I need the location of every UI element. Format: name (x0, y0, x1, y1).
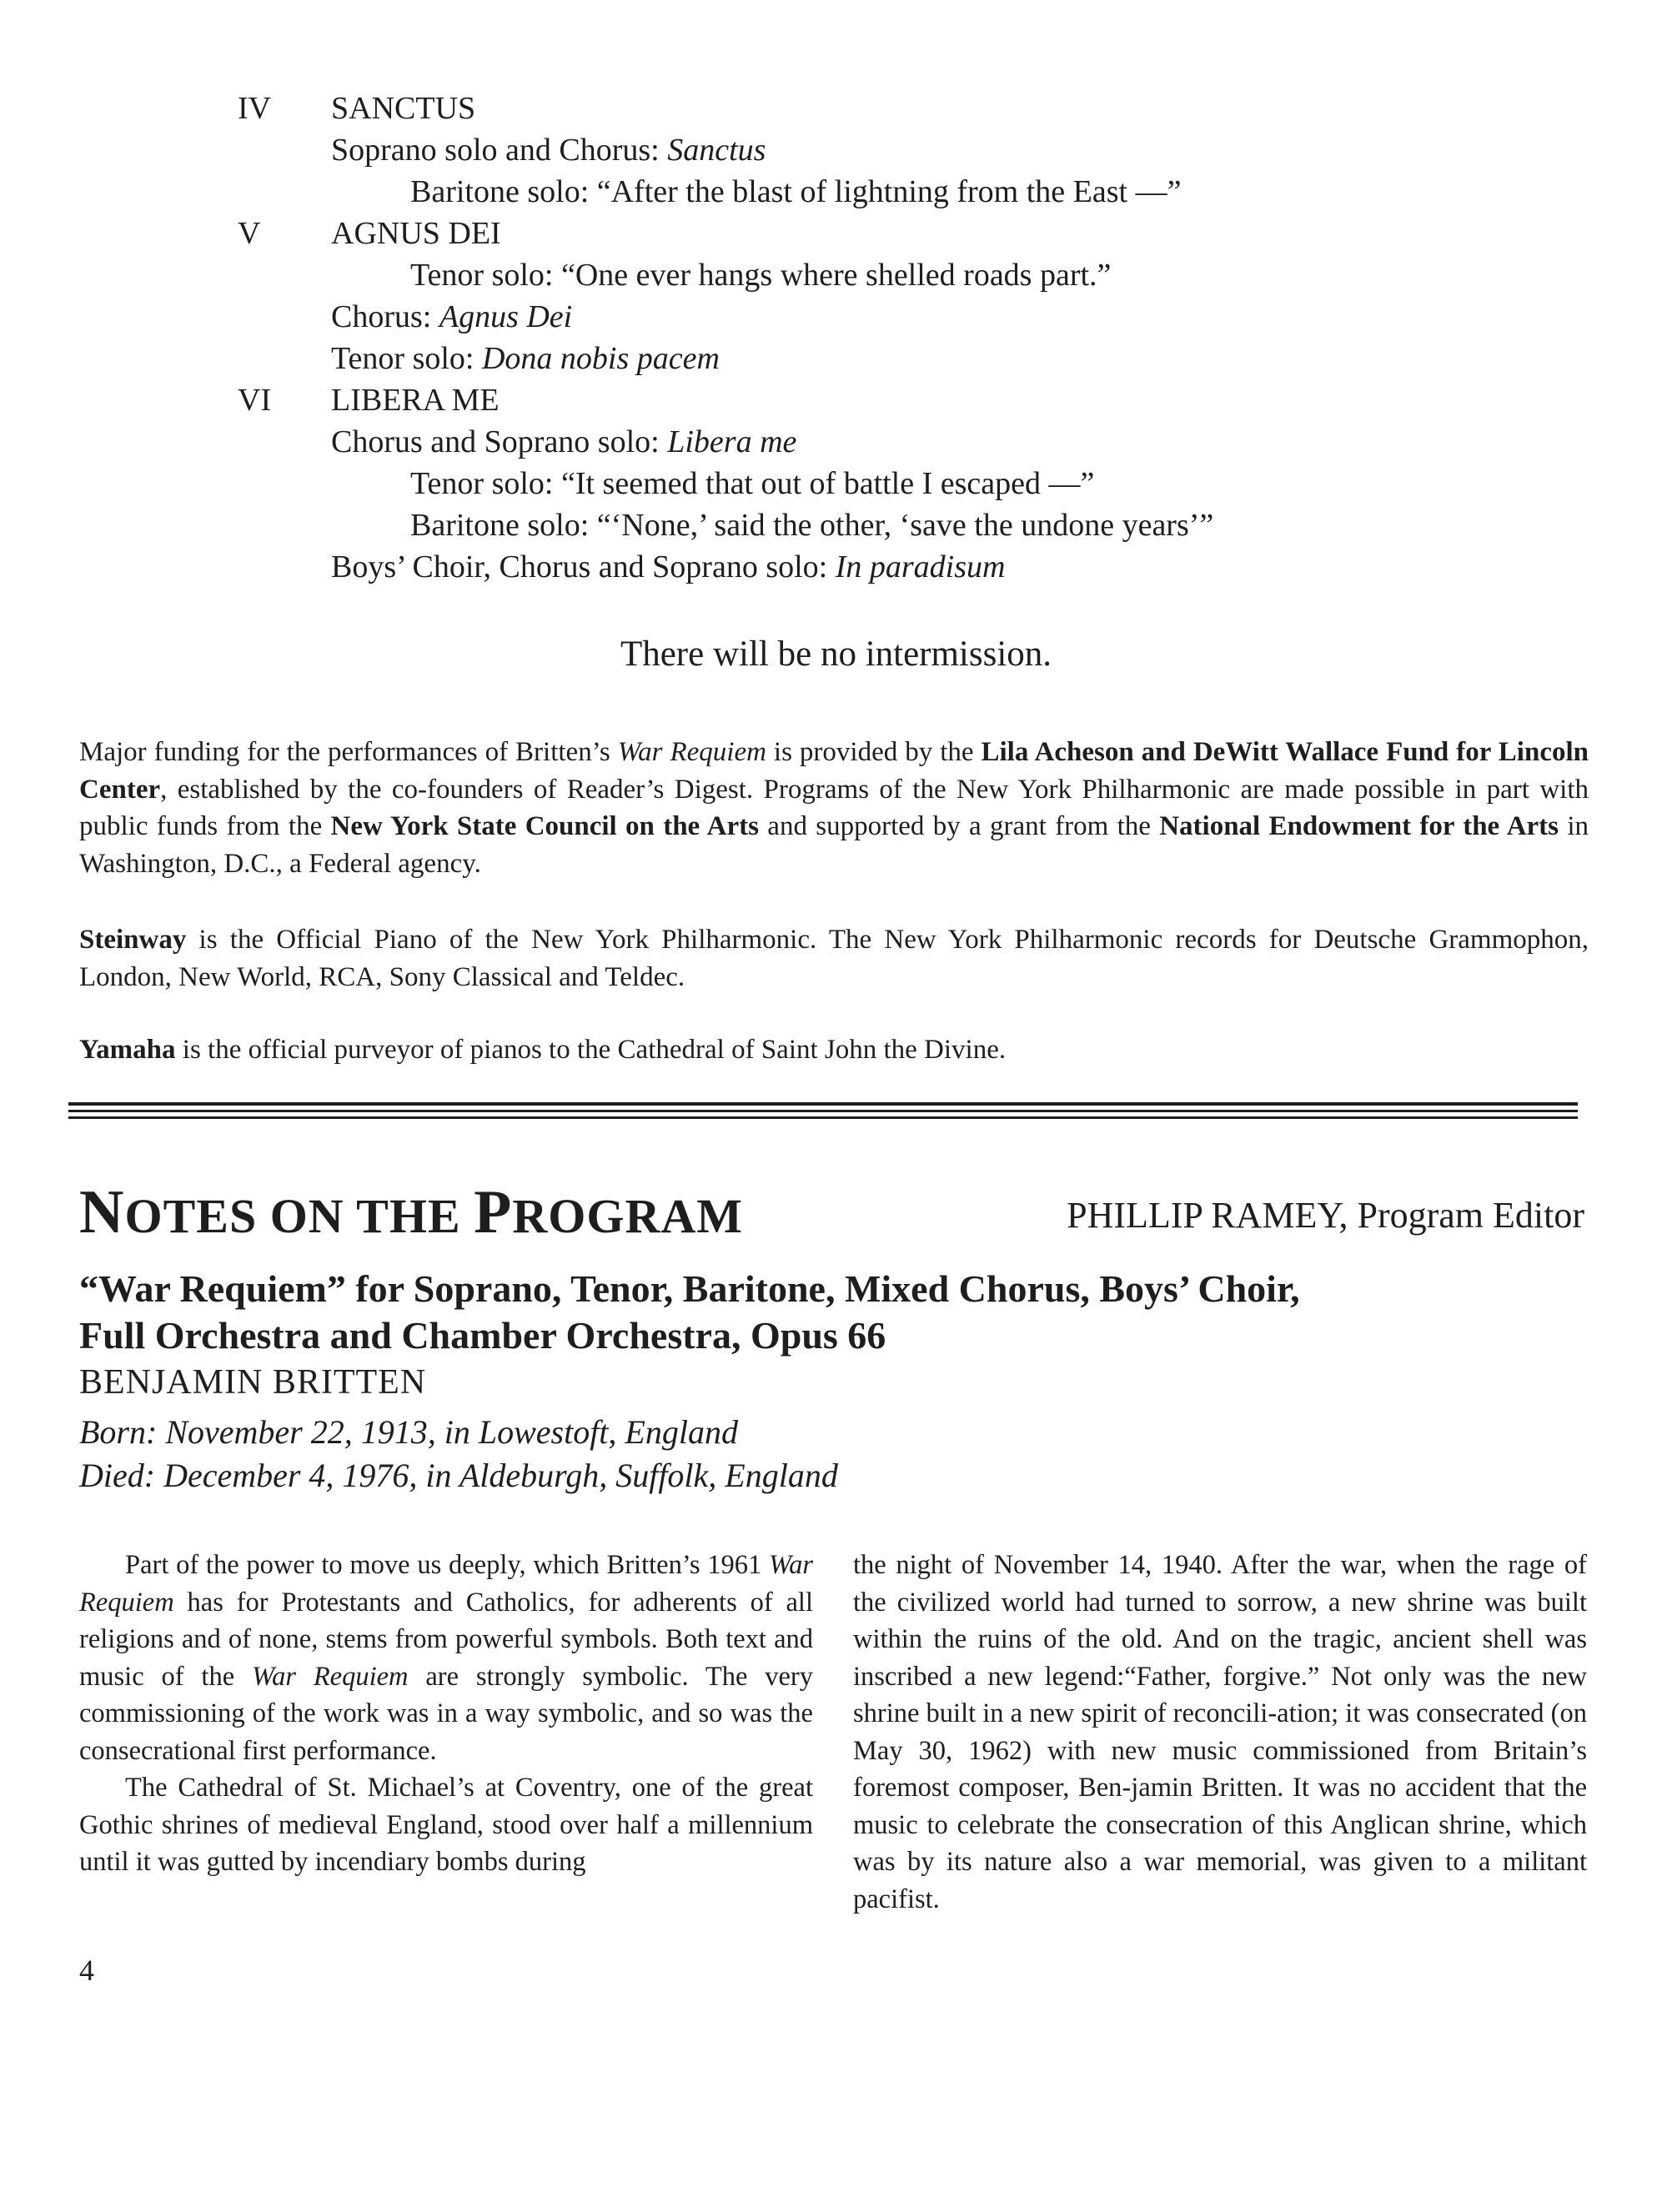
movement-numeral: IV (238, 91, 272, 126)
program-line: Chorus: Agnus Dei (331, 299, 573, 334)
program-editor: PHILLIP RAMEY, Program Editor (1067, 1195, 1584, 1236)
body-column-right (853, 1547, 1587, 1918)
movement-numeral: V (238, 216, 261, 251)
divider-rule (68, 1110, 1578, 1112)
program-line: Tenor solo: Dona nobis pacem (331, 341, 720, 376)
body-paragraph: Part of the power to move us deeply, which Britten’s 1961 War Requiem has for Protestants and Catholics, for adherents of all religions and of none, stems from powerful symbols. Both text and music of the War Requiem are strongly symbolic. The very commissioning of the work was in a way symbolic, and so was the consecrational first performance. (79, 1550, 813, 1766)
movement-title: SANCTUS (331, 91, 476, 126)
died-line: Died: December 4, 1976, in Aldeburgh, Suffolk, England (79, 1457, 838, 1494)
sponsor-paragraph: Steinway is the Official Piano of the New York Philharmonic. The New York Philharmonic records for Deutsche Grammophon, London, New World, RCA, Sony Classical and Teldec. (79, 925, 1589, 992)
divider-rule (68, 1102, 1578, 1106)
movement-title: LIBERA ME (331, 383, 500, 418)
body-paragraph: The Cathedral of St. Michael’s at Coventry, one of the great Gothic shrines of medieval England, stood over half a millennium until it was gutted by incendiary bombs during (79, 1773, 813, 1877)
born-line: Born: November 22, 1913, in Lowestoft, England (79, 1413, 738, 1451)
funding-paragraph: Major funding for the performances of Britten’s War Requiem is provided by the Lila Acheson and DeWitt Wallace Fund for Lincoln Center, established by the co-founders of Reader’s Digest. Programs of the New York Philharmonic are made possible in part with public funds from the New York State Council on the Arts and supported by a grant from the National Endowment for the Arts in Washington, D.C., a Federal agency. (79, 737, 1589, 879)
program-line: Baritone solo: “After the blast of lightning from the East —” (410, 174, 1182, 209)
body-paragraph: the night of November 14, 1940. After the war, when the rage of the civilized world had turned to sorrow, a new shrine was built within the ruins of the old. And on the tragic, ancient shell was inscribed a new legend:“Father, forgive.” Not only was the new shrine built in a new spirit of reconcili-ation; it was consecrated (on May 30, 1962) with new music commissioned from Britain’s foremost composer, Ben-jamin Britten. It was no accident that the music to celebrate the consecration of this Anglican shrine, which was by its nature also a war memorial, was given to a militant pacifist. (853, 1550, 1587, 1914)
page-number: 4 (79, 1954, 94, 1987)
section-title: NOTES ON THE PROGRAM (79, 1178, 743, 1246)
movement-title: AGNUS DEI (331, 216, 501, 251)
body-column-left (79, 1547, 813, 1881)
sponsor-paragraph: Yamaha is the official purveyor of pianos to the Cathedral of Saint John the Divine. (79, 1035, 1007, 1065)
movement-numeral: VI (238, 383, 272, 418)
program-line: Boys’ Choir, Chorus and Soprano solo: In paradisum (331, 549, 1006, 584)
program-line: Tenor solo: “One ever hangs where shelled roads part.” (410, 258, 1112, 293)
work-title: “War Requiem” for Soprano, Tenor, Baritone, Mixed Chorus, Boys’ Choir, (79, 1267, 1300, 1310)
work-title: Full Orchestra and Chamber Orchestra, Opus 66 (79, 1314, 886, 1357)
program-line: Chorus and Soprano solo: Libera me (331, 424, 797, 459)
program-line: Soprano solo and Chorus: Sanctus (331, 133, 766, 168)
intermission-notice: There will be no intermission. (620, 635, 1052, 674)
divider-rule (68, 1116, 1578, 1119)
program-line: Baritone solo: “‘None,’ said the other, ‘save the undone years’” (410, 508, 1214, 543)
program-line: Tenor solo: “It seemed that out of battle I escaped —” (410, 466, 1095, 501)
composer-name: BENJAMIN BRITTEN (79, 1363, 427, 1402)
